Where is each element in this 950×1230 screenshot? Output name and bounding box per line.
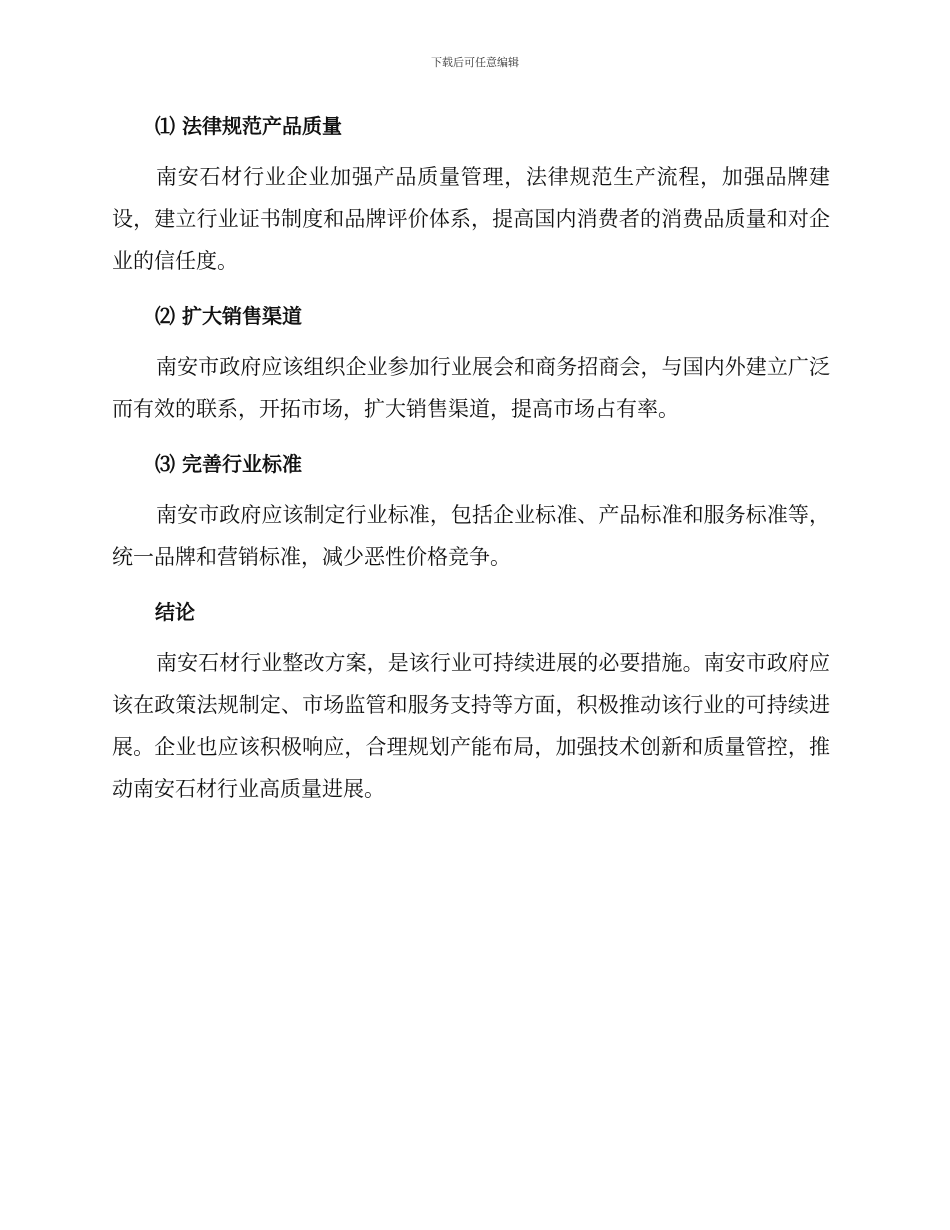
section-body-conclusion: 南安石材行业整改方案，是该行业可持续进展的必要措施。南安市政府应该在政策法规制定、市场监管和服务支持等方面，积极推动该行业的可持续进展。企业也应该积极响应，合理规划产能布局，加强技术创新和质量管控，推动南安石材行业高质量进展。	[112, 651, 830, 801]
section-heading-sales-channels: ⑵ 扩大销售渠道	[155, 304, 302, 328]
document-content	[112, 110, 830, 828]
header-note: 下载后可任意编辑	[431, 56, 519, 69]
section-heading-legal-quality: ⑴ 法律规范产品质量	[155, 114, 342, 138]
section-body-industry-standards: 南安市政府应该制定行业标准，包括企业标准、产品标准和服务标准等，统一品牌和营销标准，减少恶性价格竞争。	[112, 503, 830, 569]
section-body-sales-channels: 南安市政府应该组织企业参加行业展会和商务招商会，与国内外建立广泛而有效的联系，开拓市场，扩大销售渠道，提高市场占有率。	[112, 355, 830, 421]
section-heading-industry-standards: ⑶ 完善行业标准	[155, 452, 302, 476]
section-heading-conclusion: 结论	[155, 600, 195, 624]
section-body-legal-quality: 南安石材行业企业加强产品质量管理，法律规范生产流程，加强品牌建设，建立行业证书制度和品牌评价体系，提高国内消费者的消费品质量和对企业的信任度。	[112, 165, 830, 273]
